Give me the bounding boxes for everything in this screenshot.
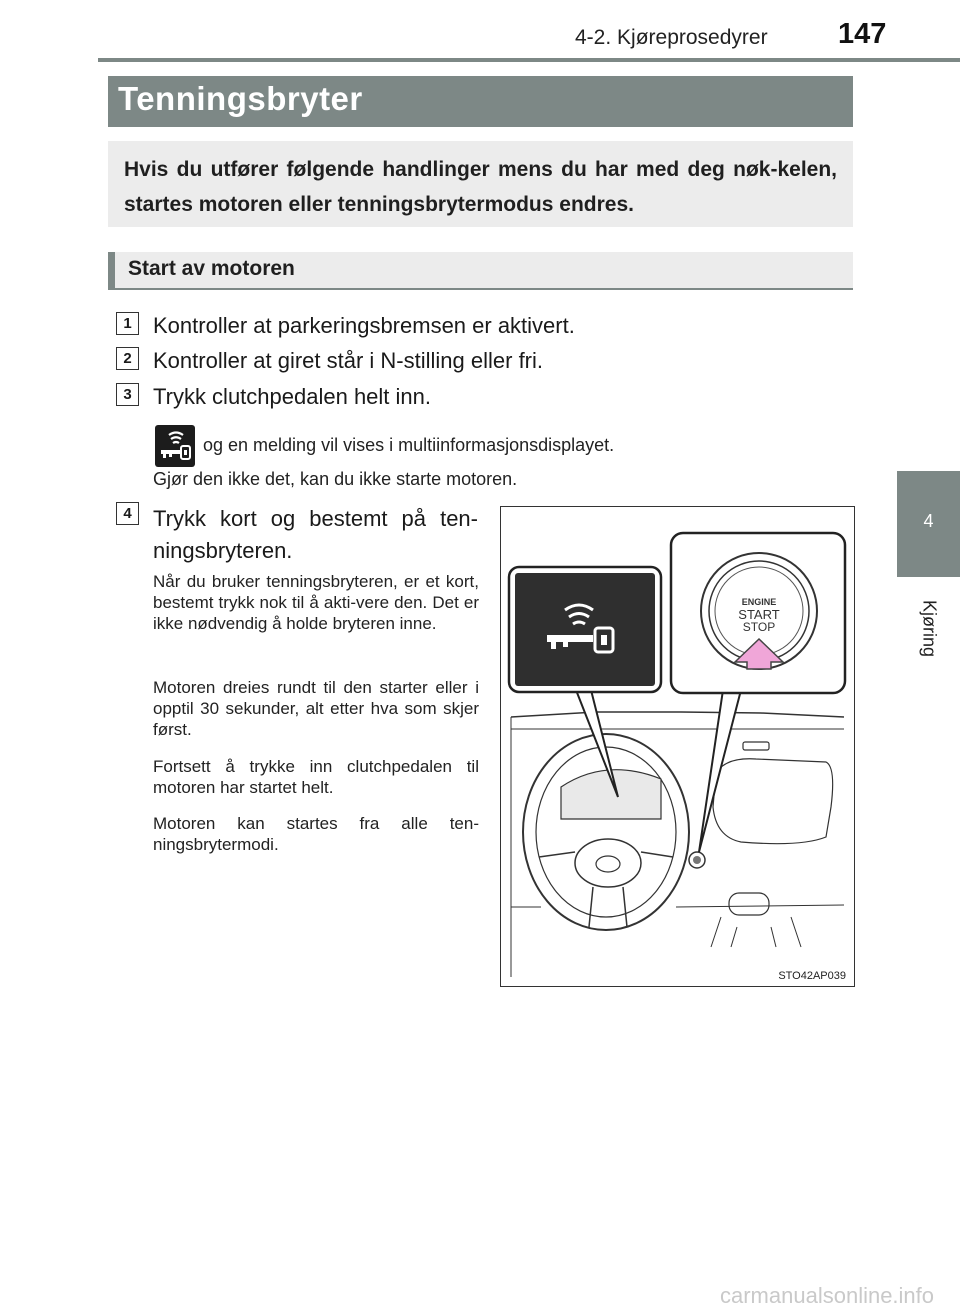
subheading-accent bbox=[108, 252, 115, 290]
step-number: 4 bbox=[116, 502, 139, 525]
step4-paragraph: Når du bruker tenningsbryteren, er et kort, bestemt trykk nok til å akti-vere den. Det er ikke nødvendig å holde bryteren inne. bbox=[153, 572, 479, 633]
dashboard-illustration bbox=[500, 506, 855, 987]
header-rule bbox=[98, 58, 960, 62]
step4-paragraph: Fortsett å trykke inn clutchpedalen til motoren har startet helt. bbox=[153, 757, 479, 797]
step-number: 3 bbox=[116, 383, 139, 406]
step4-paragraph: Motoren dreies rundt til den starter eller i opptil 30 sekunder, alt etter hva som skjer først. bbox=[153, 678, 479, 739]
engine-button-line2: START bbox=[738, 607, 780, 622]
intro-text: Hvis du utfører følgende handlinger mens du har med deg nøk-kelen, startes motoren eller tenningsbrytermodus endres. bbox=[124, 158, 837, 216]
section-label: 4-2. Kjøreprosedyrer bbox=[575, 26, 768, 49]
step4-paragraph: Motoren kan startes fra alle ten-ningsbrytermodi. bbox=[153, 814, 479, 854]
subheading: Start av motoren bbox=[128, 257, 295, 280]
step3-note-line1: og en melding vil vises i multiinformasjonsdisplayet. bbox=[203, 435, 615, 455]
dashboard-drawing bbox=[501, 507, 854, 986]
engine-button-line1: ENGINE bbox=[741, 597, 777, 607]
page-number: 147 bbox=[838, 18, 887, 50]
page-title: Tenningsbryter bbox=[118, 80, 363, 117]
step-text: Kontroller at giret står i N-stilling eller fri. bbox=[153, 348, 544, 373]
step3-note-line2: Gjør den ikke det, kan du ikke starte motoren. bbox=[153, 469, 518, 489]
chapter-tab-label: Kjøring bbox=[919, 599, 939, 658]
chapter-tab-number: 4 bbox=[923, 511, 934, 531]
step-number: 1 bbox=[116, 312, 139, 335]
step-text: Kontroller at parkeringsbremsen er aktivert. bbox=[153, 313, 575, 338]
chapter-tab-label-wrap bbox=[897, 580, 960, 680]
step-text: Trykk clutchpedalen helt inn. bbox=[153, 384, 431, 409]
watermark: carmanualsonline.info bbox=[720, 1283, 935, 1308]
figure-code: STO42AP039 bbox=[778, 970, 846, 982]
key-warning-icon bbox=[155, 425, 195, 467]
step-text: Trykk kort og bestemt på ten-ningsbryteren. bbox=[153, 506, 478, 563]
engine-button-line3: STOP bbox=[742, 620, 776, 634]
step-number: 2 bbox=[116, 347, 139, 370]
